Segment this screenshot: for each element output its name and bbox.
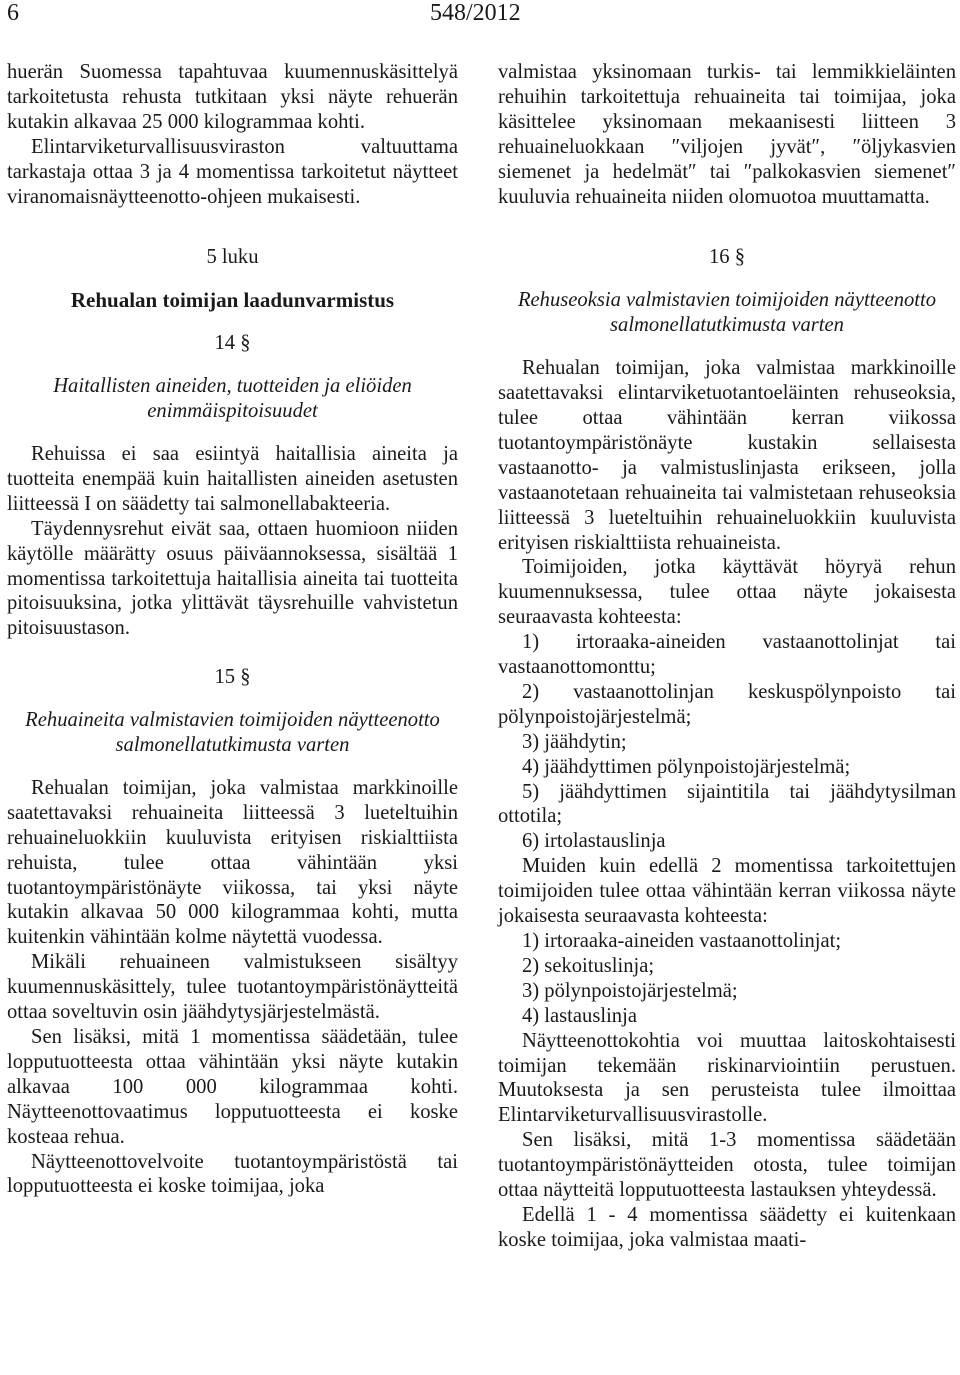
section-number: 15 § <box>214 666 251 689</box>
right-column <box>498 60 956 1253</box>
page-number: 6 <box>7 0 19 26</box>
paragraph: Näytteenottovelvoite tuotantoympäristöstä tai lopputuotteesta ei koske toimijaa, joka <box>7 1150 458 1198</box>
list-item: 4) jäähdyttimen pölynpoistojärjestelmä; <box>522 755 851 778</box>
paragraph: Täydennysrehut eivät saa, ottaen huomioon niiden käytölle määrätty osuus päiväannoksessa, sisältää 1 momentissa tarkoitettuja haitallisia aineita tai tuotteita pitoisuuksina, jotka ylittävät täysrehuille vahvistetun pitoisuustason. <box>7 517 458 640</box>
paragraph: Näytteenottokohtia voi muuttaa laitoskohtaisesti toimijan tekemään riskinarviointiin perustuen. Muutoksesta ja sen perusteista tulee ilmoittaa Elintarviketurvallisuusvirastolle. <box>498 1029 956 1127</box>
paragraph: Sen lisäksi, mitä 1 momentissa säädetään, tulee lopputuotteesta ottaa vähintään yksi näyte kutakin alkavaa 100 000 kilogrammaa kohti. Näytteenottovaatimus lopputuotteesta ei koske kosteaa rehua. <box>7 1026 458 1148</box>
list-item: 2) vastaanottolinjan keskuspölynpoisto tai pölynpoistojärjestelmä; <box>498 680 956 728</box>
paragraph: Rehualan toimijan, joka valmistaa markkinoille saatettavaksi rehuaineita liitteessä 3 lueteltuihin rehuaineluokkiin kuuluvista erityisen riskialttiista rehuista, tulee ottaa vähintään yksi tuotantoympäristönäyte viikossa, tai yksi näyte kutakin alkavaa 50 000 kilogrammaa kohti, mutta kuitenkin vähintään kolme näytettä vuodessa. <box>7 776 458 949</box>
chapter-number: 5 luku <box>206 246 259 269</box>
paragraph: huerän Suomessa tapahtuvaa kuumennuskäsittelyä tarkoitetusta rehusta tutkitaan yksi näyte rehuerän kutakin alkavaa 25 000 kilogrammaa kohti. <box>7 61 458 133</box>
chapter-title: Rehualan toimijan laadunvarmistus <box>70 288 395 313</box>
paragraph: Elintarviketurvallisuusviraston valtuuttama tarkastaja ottaa 3 ja 4 momentissa tarkoitetut näytteet viranomaisnäytteenotto-ohjeen mukaisesti. <box>7 135 458 208</box>
paragraph: Rehuissa ei saa esiintyä haitallisia aineita ja tuotteita enempää kuin haitallisten aineiden asetusten liitteessä I on säädetty tai salmonellabakteeria. <box>7 442 458 515</box>
list-item: 3) jäähdytin; <box>522 730 627 753</box>
list-item: 1) irtoraaka-aineiden vastaanottolinjat; <box>522 930 842 952</box>
paragraph: Rehualan toimijan, joka valmistaa markkinoille saatettavaksi elintarviketuotantoeläinten rehuseoksia, tulee ottaa vähintään kerran viikossa tuotantoympäristönäyte kustakin sellaisesta vastaanotto- ja valmistuslinjasta erikseen, jolla vastaanotetaan rehuaineita tai valmistetaan rehuseoksia liitteessä 3 lueteltuihin rehuaineluokkiin kuuluvista erityisen riskialttiista rehuaineista. <box>498 357 956 554</box>
paragraph: Muiden kuin edellä 2 momentissa tarkoitettujen toimijoiden tulee ottaa vähintään kerran viikossa näyte jokaisesta seuraavasta kohteesta: <box>498 855 956 928</box>
list-1 <box>498 630 956 854</box>
section-number: 14 § <box>214 332 251 355</box>
list-2 <box>498 929 956 1029</box>
paragraph: valmistaa yksinomaan turkis- tai lemmikkieläinten rehuihin tarkoitettuja rehuaineita tai toimijaa, joka käsittelee yksinomaan mekaanisesti liitteen 3 rehuaineluokkaan ″viljojen jyvät″, ″öljykasvien siemenet ja hedelmät″ tai ″palkokasvien siemenet″ kuuluvia rehuaineita niiden olomuotoa muuttamatta. <box>498 61 956 208</box>
document-id: 548/2012 <box>430 0 521 26</box>
page-header <box>0 0 960 40</box>
paragraph: Mikäli rehuaineen valmistukseen sisältyy kuumennuskäsittely, tulee tuotantoympäristönäytteitä ottaa soveltuvin osin jäähdytysjärjestelmästä. <box>7 951 458 1024</box>
paragraph: Toimijoiden, jotka käyttävät höyryä rehun kuumennuksessa, tulee ottaa näyte jokaisesta seuraavasta kohteesta: <box>498 556 956 629</box>
section-heading: Haitallisten aineiden, tuotteiden ja eliöiden enimmäispitoisuudet <box>53 375 412 423</box>
paragraph: Edellä 1 - 4 momentissa säädetty ei kuitenkaan koske toimijaa, joka valmistaa maati- <box>498 1203 956 1251</box>
section-number: 16 § <box>708 246 746 269</box>
list-item: 6) irtolastauslinja <box>522 830 666 853</box>
paragraph: Sen lisäksi, mitä 1-3 momentissa säädetään tuotantoympäristönäytteiden otosta, tulee toimijan ottaa näytteitä lopputuotteesta lastauksen yhteydessä. <box>498 1129 956 1202</box>
section-heading: Rehuseoksia valmistavien toimijoiden näytteenotto salmonellatutkimusta varten <box>517 289 937 337</box>
list-item: 5) jäähdyttimen sijaintitila tai jäähdytysilman ottotila; <box>498 780 956 828</box>
list-item: 4) lastauslinja <box>522 1004 637 1027</box>
section-heading: Rehuaineita valmistavien toimijoiden näytteenotto salmonellatutkimusta varten <box>25 709 440 757</box>
list-item: 3) pölynpoistojärjestelmä; <box>522 979 738 1002</box>
list-item: 1) irtoraaka-aineiden vastaanottolinjat tai vastaanottomonttu; <box>498 631 956 679</box>
list-item: 2) sekoituslinja; <box>522 954 655 977</box>
left-column <box>7 60 458 1199</box>
